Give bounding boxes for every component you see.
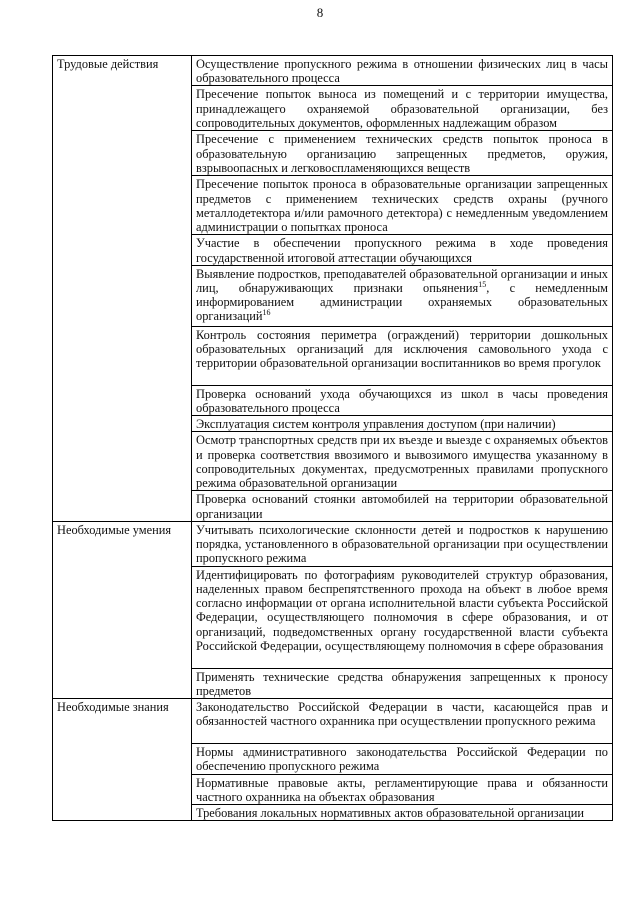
table-row xyxy=(53,521,613,566)
table-cell xyxy=(192,265,613,326)
page-number: 8 xyxy=(316,5,324,20)
table-cell: Пресечение с применением технических средств попыток проноса в образовательную организацию запрещенных предметов, оружия, взрывоопасных и легковоспламеняющихся веществ xyxy=(192,131,613,176)
table-cell: Участие в обеспечении пропускного режима в ходе проведения государственной итоговой аттестации обучающихся xyxy=(192,235,613,265)
table-cell: Пресечение попыток проноса в образовательные организации запрещенных предметов с применением технических средств охраны (ручного металлодетектора и/или рамочного детектора) с немедленным уведомлением администрации о попытках проноса xyxy=(192,176,613,235)
table-cell: Проверка оснований стоянки автомобилей на территории образовательной организации xyxy=(192,491,613,521)
section-label-required-skills: Необходимые умения xyxy=(53,521,192,698)
table-cell: Нормы административного законодательства Российской Федерации по обеспечению пропускного режима xyxy=(192,744,613,774)
footnote-ref: 16 xyxy=(262,308,271,318)
section-label-required-knowledge: Необходимые знания xyxy=(53,699,192,821)
table-cell: Идентифицировать по фотографиям руководителей структур образования, наделенных правом беспрепятственного прохода на объект в любое время согласно информации от органа исполнительной власти субъекта Российской Федерации, осуществляющего полномочия в сфере образования, и от организаций, подведомственных органу государственной власти субъекта Российской Федерации, осуществляющему полномочия в сфере образования xyxy=(192,566,613,668)
cell-text: Выявление подростков, преподавателей образовательной организации и иных лиц, обнаруживающих признаки опьянения xyxy=(196,266,608,296)
table-row xyxy=(53,56,613,86)
section-label-labor-actions: Трудовые действия xyxy=(53,56,192,522)
footnote-ref: 15 xyxy=(478,279,487,289)
cell-text: , с немедленным информированием администрации охраняемых образовательных организаций xyxy=(196,281,608,324)
table-cell: Учитывать психологические склонности детей и подростков к нарушению порядка, установленного в образовательной организации при осуществлении пропускного режима xyxy=(192,521,613,566)
table-row xyxy=(53,699,613,744)
table-cell: Проверка оснований ухода обучающихся из школ в часы проведения образовательного процесса xyxy=(192,385,613,415)
table-cell: Контроль состояния периметра (ограждений) территории дошкольных образовательных организаций для исключения самовольного ухода с территории образовательной организации воспитанников во время прогулок xyxy=(192,326,613,385)
table-cell: Применять технические средства обнаружения запрещенных к проносу предметов xyxy=(192,668,613,698)
table-cell: Эксплуатация систем контроля управления доступом (при наличии) xyxy=(192,416,613,432)
table-cell: Пресечение попыток выноса из помещений и с территории имущества, принадлежащего охраняемой образовательной организации, без сопроводительных документов, оформленных надлежащим образом xyxy=(192,86,613,131)
table-cell: Требования локальных нормативных актов образовательной организации xyxy=(192,805,613,821)
table-cell: Законодательство Российской Федерации в части, касающейся прав и обязанностей частного охранника при осуществлении пропускного режима xyxy=(192,699,613,744)
requirements-table xyxy=(52,55,613,821)
table-cell: Осуществление пропускного режима в отношении физических лиц в часы образовательного процесса xyxy=(192,56,613,86)
table-cell: Нормативные правовые акты, регламентирующие права и обязанности частного охранника на объектах образования xyxy=(192,774,613,804)
table-cell: Осмотр транспортных средств при их въезде и выезде с охраняемых объектов и проверка соответствия ввозимого и вывозимого имущества указанному в сопроводительных документах, предусмотренных правилами пропускного режима образовательной организации xyxy=(192,432,613,491)
